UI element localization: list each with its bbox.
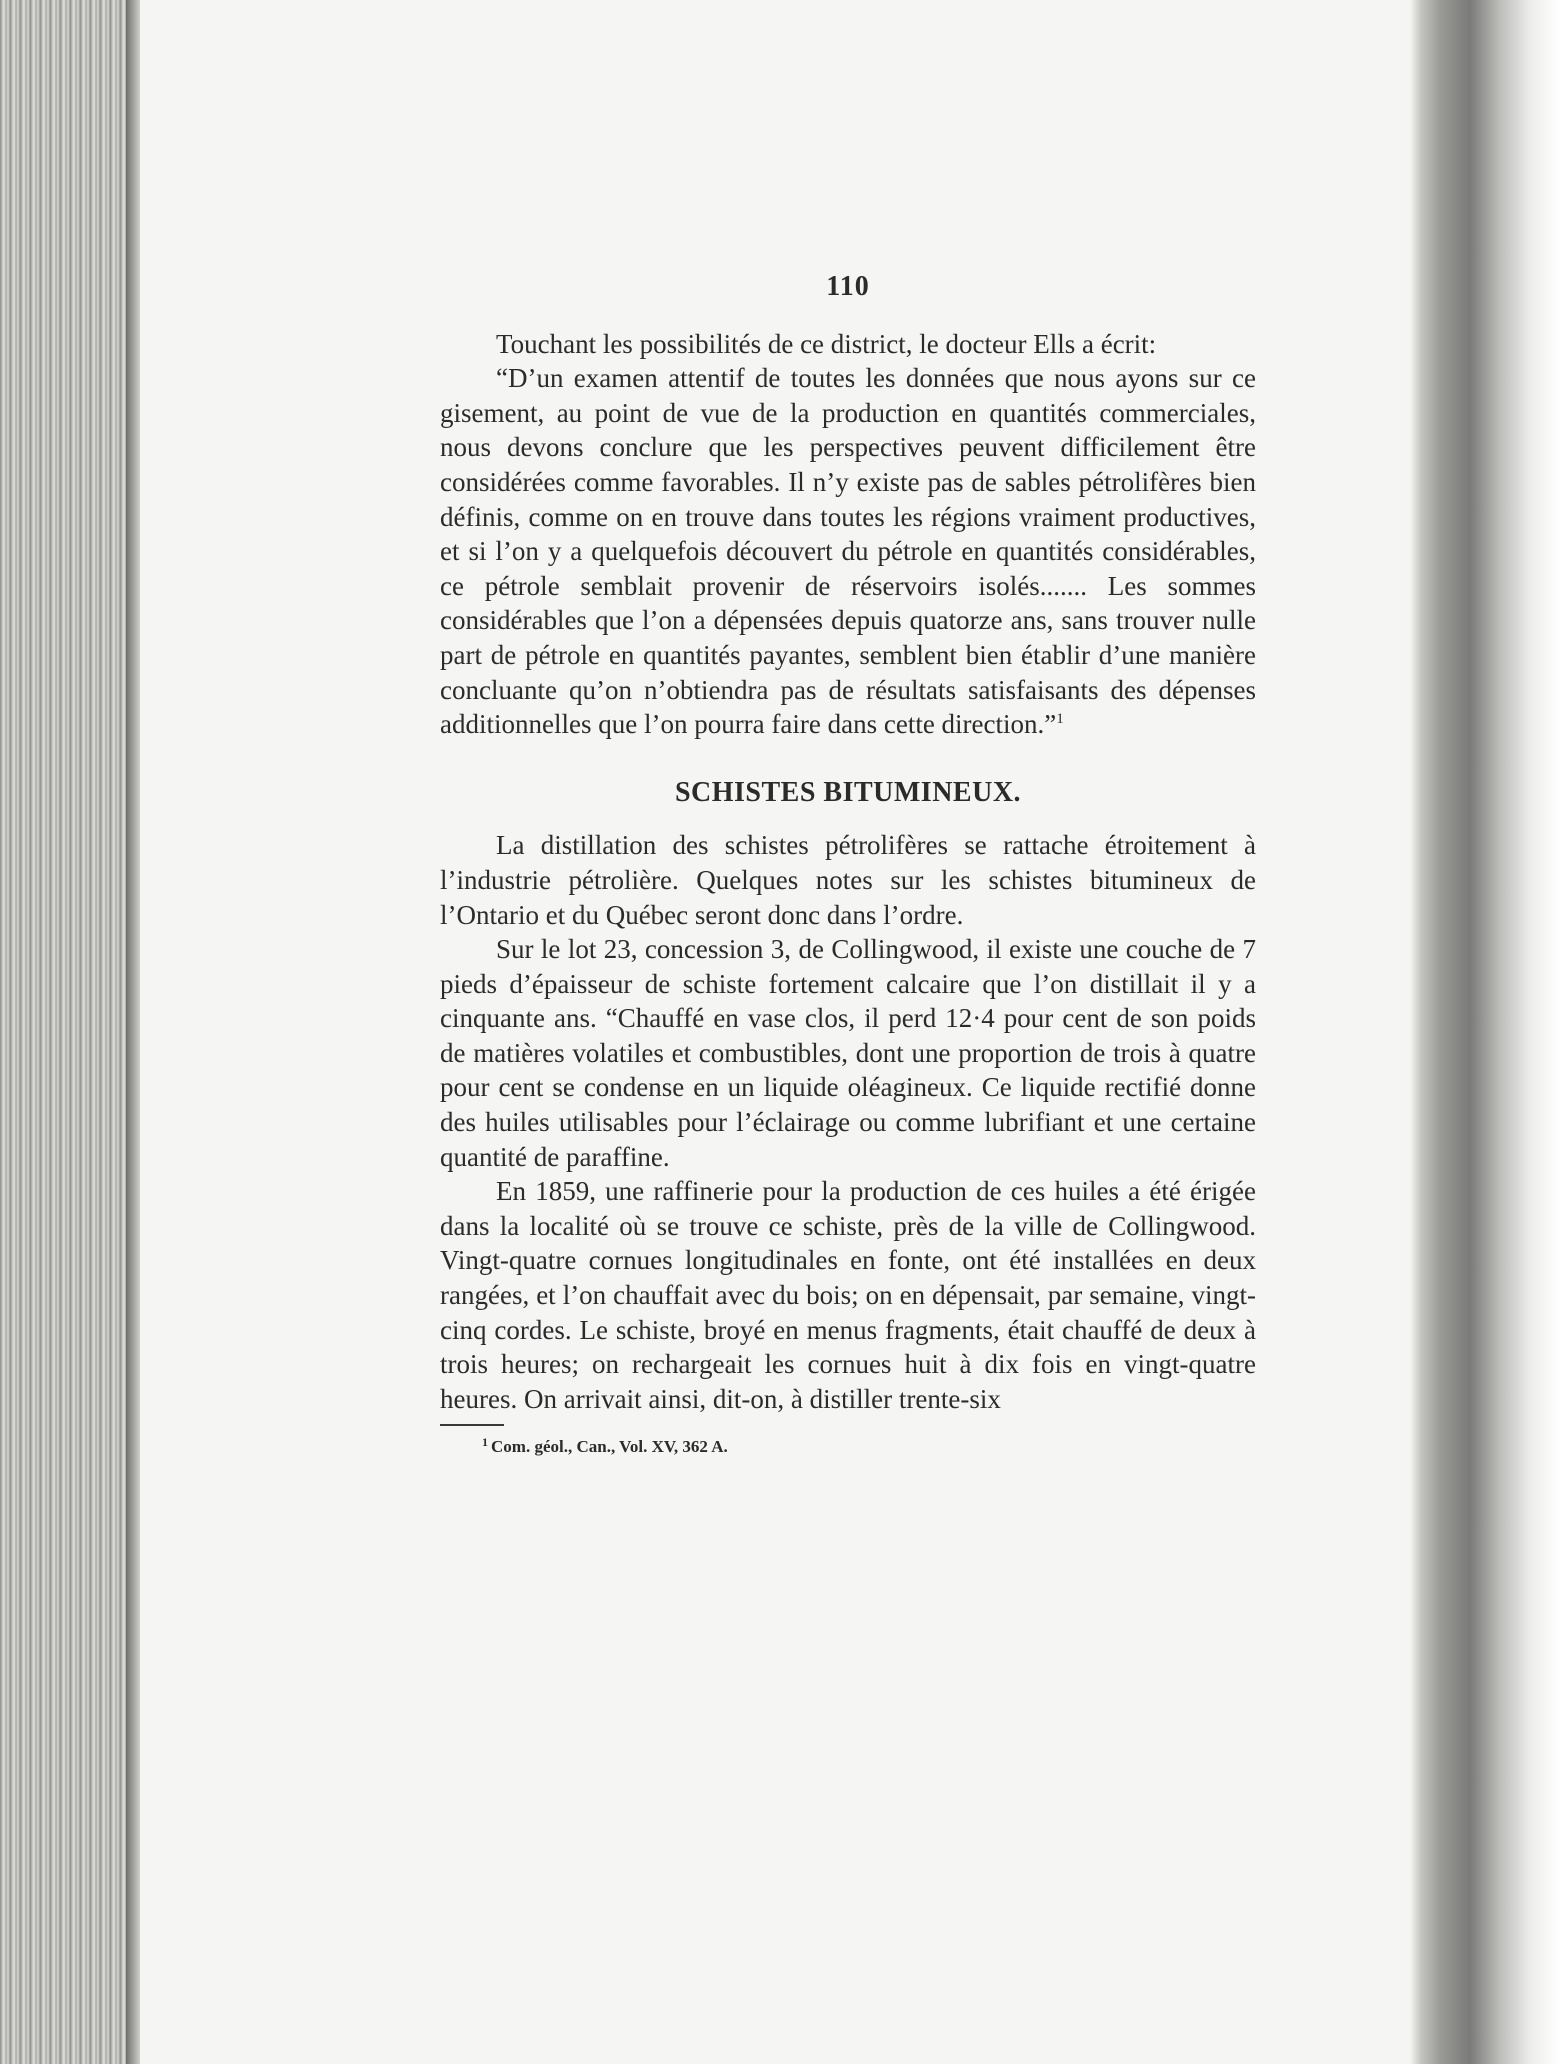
- footnote: [440, 1436, 1256, 1458]
- footnote-text: Com. géol., Can., Vol. XV, 362 A.: [491, 1437, 728, 1457]
- footnote-rule: [440, 1424, 504, 1426]
- footnote-marker: 1: [482, 1434, 488, 1449]
- section-heading: SCHISTES BITUMINEUX.: [674, 776, 1022, 808]
- footnote-reference: 1: [1056, 711, 1064, 728]
- paragraph-intro: Touchant les possibilités de ce district, le docteur Ells a écrit:: [496, 328, 1157, 359]
- paragraph-refinery-1859: En 1859, une raffinerie pour la production de ces huiles a été érigée dans la localité où se trouve ce schiste, près de la ville de Collingwood. Vingt-quatre cornues longitudinales en fonte, ont été installées en deux rangées, et l’on chauffait avec du bois; on en dépensait, par semaine, vingt-cinq cordes. Le schiste, broyé en menus fragments, était chauffé de deux à trois heures; on rechargeait les cornues huit à dix fois en vingt-quatre heures. On arrivait ainsi, dit-on, à distiller trente-six: [440, 1176, 1256, 1414]
- paragraph-distillation: La distillation des schistes pétrolifères se rattache étroitement à l’industrie pétrolière. Quelques notes sur les schistes bitumineux de l’Ontario et du Québec seront donc dans l’ordre.: [440, 830, 1256, 930]
- book-page-edges-right: [1410, 0, 1560, 2064]
- book-page: [140, 0, 1410, 2064]
- paragraph-collingwood-shale: Sur le lot 23, concession 3, de Collingwood, il existe une couche de 7 pieds d’épaisseur de schiste fortement calcaire que l’on distillait il y a cinquante ans. “Chauffé en vase clos, il perd 12·4 pour cent de son poids de matières volatiles et combustibles, dont une proportion de trois à quatre pour cent se condense en un liquide oléagineux. Ce liquide rectifié donne des huiles utilisables pour l’éclairage ou comme lubrifiant et une certaine quantité de paraffine.: [440, 934, 1256, 1172]
- book-page-edges-left: [0, 0, 140, 2064]
- page-number: 110: [826, 271, 870, 302]
- text-block: [440, 270, 1256, 1458]
- paragraph-quote: [440, 361, 1256, 742]
- quote-text: “D’un examen attentif de toutes les données que nous ayons sur ce gisement, au point de vue de la production en quantités commerciales, nous devons conclure que les perspectives peuvent difficilement être considérées comme favorables. Il n’y existe pas de sables pétrolifères bien définis, comme on en trouve dans toutes les régions vraiment productives, et si l’on y a quelquefois découvert du pétrole en quantités considérables, ce pétrole semblait provenir de réservoirs isolés....... Les sommes considérables que l’on a dépensées depuis quatorze ans, sans trouver nulle part de pétrole en quantités payantes, semblent bien établir d’une manière concluante qu’on n’obtiendra pas de résultats satisfaisants des dépenses additionnelles que l’on pourra faire dans cette direction.”: [440, 363, 1256, 740]
